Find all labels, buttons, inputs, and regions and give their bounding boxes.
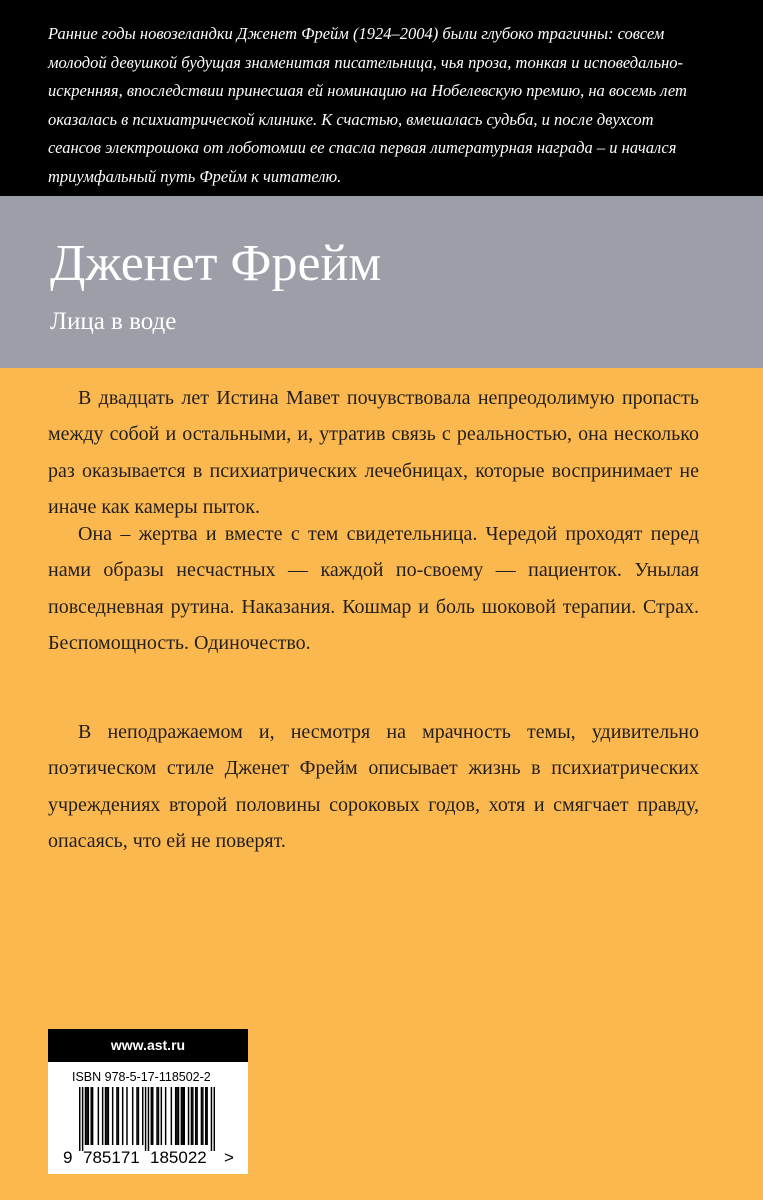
- barcode-bar: [192, 1087, 193, 1145]
- author-biography: Ранние годы новозеландки Дженет Фрейм (1924–2004) были глубоко трагичны: совсем молодой девушкой будущая знаменитая писательница, чья проза, тонкая и исповедально-искренняя, впоследствии принесшая ей номинацию на Нобелевскую премию, на восемь лет оказалась в психиатрической клинике. К счастью, вмешалась судьба, и после двухсот сеансов электрошока от лоботомии ее спасла первая литературная награда – и начался триумфальный путь Фрейм к читателю.: [48, 24, 687, 186]
- book-title: Лица в воде: [50, 308, 177, 335]
- barcode-bar: [176, 1087, 177, 1145]
- barcode-bar: [88, 1087, 89, 1145]
- barcode-bar: [148, 1087, 149, 1151]
- barcode-bar: [136, 1087, 137, 1145]
- barcode-bar: [182, 1087, 183, 1145]
- barcode-bar: [184, 1087, 185, 1145]
- barcode-bar: [145, 1087, 146, 1151]
- barcode-bar: [178, 1087, 179, 1145]
- barcode-bar: [158, 1087, 159, 1145]
- isbn-label: ISBN 978-5-17-118502-2: [72, 1070, 211, 1084]
- barcode-bar: [202, 1087, 203, 1145]
- barcode-bar: [205, 1087, 206, 1145]
- barcode-bar: [108, 1087, 109, 1145]
- description-paragraph-3: В неподражаемом и, несмотря на мрачность темы, удивительно поэтическом стиле Дженет Фрейм описывает жизнь в психиатрических учреждениях второй половины сороковых годов, хотя и смягчает правду, опасаясь, что ей не поверят.: [48, 721, 699, 852]
- barcode-bar: [106, 1087, 107, 1145]
- barcode-bar: [206, 1087, 207, 1145]
- barcode-digit-first: 9: [63, 1148, 73, 1167]
- description-paragraph-1: В двадцать лет Истина Мавет почувствовала непреодолимую пропасть между собой и остальными, и, утратив связь с реальностью, она несколько раз оказывается в психиатрических лечебницах, которые воспринимает не иначе как камеры пыток.: [48, 387, 699, 518]
- barcode-bar: [116, 1087, 117, 1145]
- barcode-digits-right: 185022: [150, 1148, 207, 1167]
- barcode-digits: [48, 1145, 248, 1171]
- barcode-bar: [188, 1087, 189, 1145]
- barcode-bar: [138, 1087, 139, 1145]
- barcode-bar: [85, 1087, 86, 1145]
- barcode-bar: [214, 1087, 215, 1151]
- barcode-bar: [79, 1087, 80, 1151]
- barcode-bar: [175, 1087, 176, 1145]
- barcode-bar: [105, 1087, 106, 1145]
- barcode-bar: [152, 1087, 153, 1145]
- barcode-bar: [156, 1087, 157, 1145]
- barcode-bar: [92, 1087, 93, 1145]
- barcode-digits-left: 785171: [83, 1148, 140, 1167]
- barcode-bar: [118, 1087, 119, 1145]
- barcode-sticker: [48, 1029, 248, 1174]
- barcode-bar: [90, 1087, 91, 1145]
- barcode-bar: [196, 1087, 197, 1145]
- barcode-bar: [142, 1087, 143, 1145]
- barcode-bar: [102, 1087, 103, 1145]
- author-name: Дженет Фрейм: [50, 235, 382, 292]
- barcode-bar: [112, 1087, 113, 1145]
- annotation-panel: [0, 0, 763, 196]
- barcode-bar: [181, 1087, 182, 1145]
- barcode-bar: [86, 1087, 87, 1145]
- barcode-bar: [126, 1087, 127, 1145]
- barcode-bar: [211, 1087, 212, 1151]
- barcode-bar: [201, 1087, 202, 1145]
- barcode-bar: [82, 1087, 83, 1151]
- barcode-bar: [191, 1087, 192, 1145]
- barcode-bar: [161, 1087, 162, 1145]
- barcode-arrow: >: [224, 1148, 234, 1167]
- description-paragraph-2: Она – жертва и вместе с тем свидетельница. Чередой проходят перед нами образы несчастных — каждой по-своему — пациенток. Унылая повседневная рутина. Наказания. Кошмар и боль шоковой терапии. Страх. Беспомощность. Одиночество.: [48, 523, 699, 654]
- barcode-bar: [122, 1087, 123, 1145]
- barcode-bar: [165, 1087, 166, 1145]
- barcode-bar: [151, 1087, 152, 1145]
- barcode-bar: [171, 1087, 172, 1145]
- barcode-bar: [195, 1087, 196, 1145]
- barcode-bar: [132, 1087, 133, 1145]
- barcode-bars: [79, 1087, 215, 1151]
- barcode-bar: [98, 1087, 99, 1145]
- publisher-url: www.ast.ru: [48, 1029, 248, 1062]
